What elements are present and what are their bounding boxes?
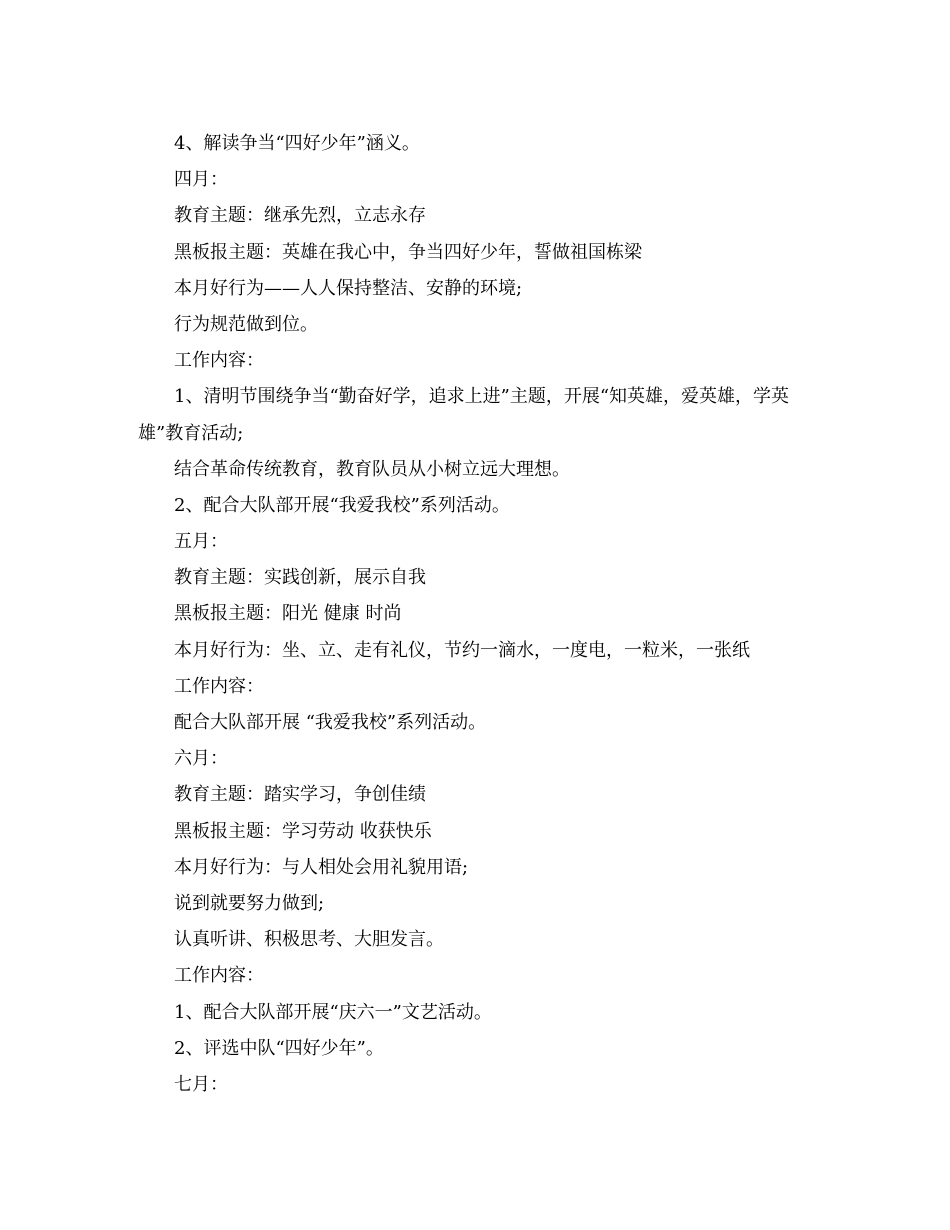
document-body <box>138 126 818 1103</box>
work-content-heading-may: 工作内容： <box>174 675 264 697</box>
behavior-norm-april: 行为规范做到位。 <box>174 313 318 335</box>
education-theme-june: 教育主题：踏实学习，争创佳绩 <box>174 784 426 806</box>
work-content-heading-june: 工作内容： <box>174 965 264 987</box>
month-heading-april: 四月： <box>174 169 228 191</box>
month-heading-july: 七月： <box>174 1073 228 1095</box>
paragraph-item-4: 4、解读争当“四好少年”涵义。 <box>174 133 420 154</box>
month-heading-may: 五月： <box>174 531 228 553</box>
education-theme-april: 教育主题：继承先烈，立志永存 <box>174 205 426 227</box>
work-item-2-june: 2、评选中队“四好少年”。 <box>174 1037 384 1059</box>
good-behavior-may: 本月好行为：坐、立、走有礼仪，节约一滴水，一度电，一粒米，一张纸 <box>174 639 750 661</box>
work-item-may: 配合大队部开展 “我爱我校”系列活动。 <box>174 712 487 733</box>
work-item-1-june: 1、配合大队部开展“庆六一”文艺活动。 <box>174 1001 492 1023</box>
education-theme-may: 教育主题：实践创新，展示自我 <box>174 567 426 589</box>
month-heading-june: 六月： <box>174 748 228 770</box>
blackboard-theme-june: 黑板报主题：学习劳动 收获快乐 <box>174 820 432 842</box>
blackboard-theme-april: 黑板报主题：英雄在我心中，争当四好少年，誓做祖国栋梁 <box>174 241 642 263</box>
good-behavior-april: 本月好行为——人人保持整洁、安静的环境; <box>174 277 523 299</box>
good-behavior-june-3: 认真听讲、积极思考、大胆发言。 <box>174 929 444 951</box>
revolution-education-april: 结合革命传统教育，教育队员从小树立远大理想。 <box>174 458 570 480</box>
work-item-1-april: 1、清明节围绕争当“勤奋好学，追求上进”主题，开展“知英雄，爱英雄，学英 <box>174 386 790 408</box>
work-item-1-april-continued: 雄”教育活动; <box>138 422 244 444</box>
blackboard-theme-may: 黑板报主题：阳光 健康 时尚 <box>174 603 402 625</box>
work-item-2-april: 2、配合大队部开展“我爱我校”系列活动。 <box>174 494 510 516</box>
good-behavior-june: 本月好行为：与人相处会用礼貌用语; <box>174 856 469 878</box>
good-behavior-june-2: 说到就要努力做到; <box>174 892 325 914</box>
work-content-heading-april: 工作内容： <box>174 350 264 372</box>
